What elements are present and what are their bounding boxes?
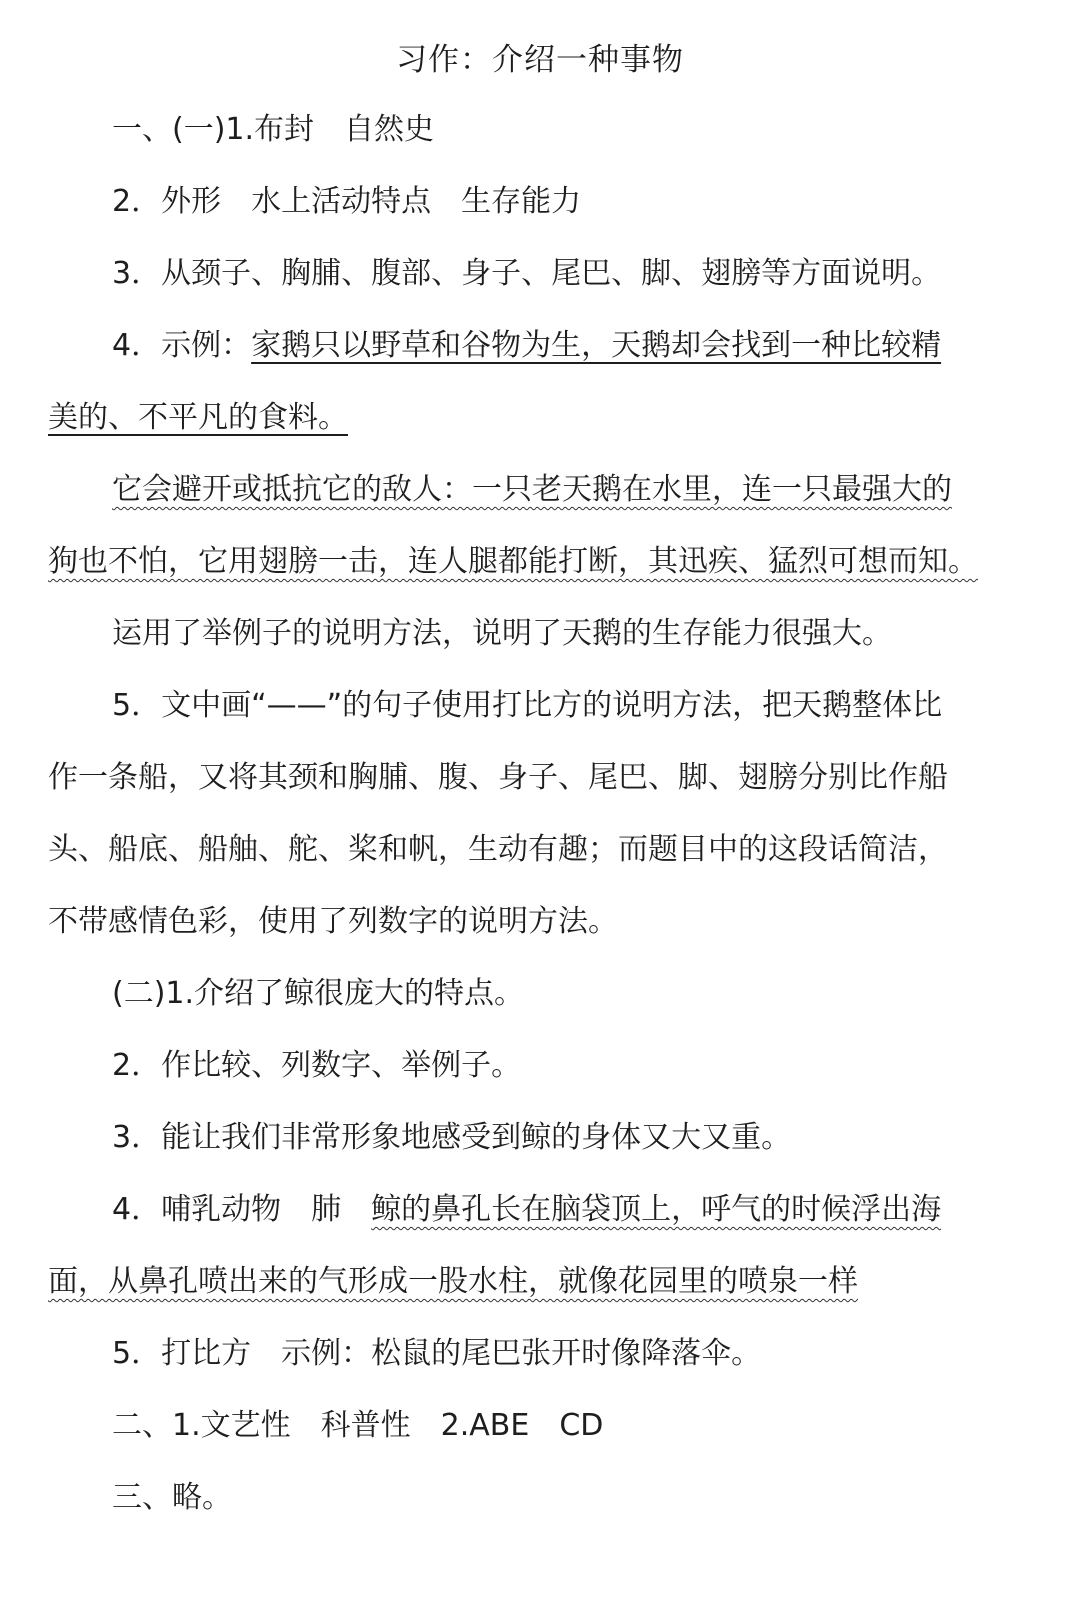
answer-line-10: 作一条船，又将其颈和胸脯、腹、身子、尾巴、脚、翅膀分别比作船 <box>48 760 948 795</box>
answer-text: 二、1.文艺性 <box>112 1408 291 1443</box>
answer-line-15: 3．能让我们非常形象地感受到鲸的身体又大又重。 <box>112 1120 792 1155</box>
answer-text: 4．哺乳动物 <box>112 1192 282 1227</box>
answer-text: 4．示例： <box>112 328 252 363</box>
answer-line-4 <box>112 324 1080 368</box>
answer-text: 自然史 <box>344 112 435 147</box>
answer-line-8: 运用了举例子的说明方法，说明了天鹅的生存能力很强大。 <box>112 616 892 651</box>
answer-text: 示例：松鼠的尾巴张开时像降落伞。 <box>281 1336 762 1371</box>
answer-line-1 <box>112 108 1080 152</box>
answer-text: 一、(一)1.布封 <box>112 112 315 147</box>
answer-line-6 <box>112 468 1080 512</box>
answer-line-16 <box>112 1188 1080 1232</box>
answer-line-2 <box>112 180 1080 224</box>
answer-text: 肺 <box>311 1192 342 1227</box>
underlined-answer: 美的、不平凡的食料。 <box>48 400 348 435</box>
answer-line-19 <box>112 1404 1080 1448</box>
answer-line-3: 3．从颈子、胸脯、腹部、身子、尾巴、脚、翅膀等方面说明。 <box>112 256 942 291</box>
answer-line-7 <box>48 540 1038 584</box>
answer-text: CD <box>559 1408 604 1443</box>
wavy-underlined-answer: 面，从鼻孔喷出来的气形成一股水柱，就像花园里的喷泉一样 <box>48 1264 858 1299</box>
wavy-underlined-answer: 它会避开或抵抗它的敌人：一只老天鹅在水里，连一只最强大的 <box>112 472 952 507</box>
answer-text: 5．打比方 <box>112 1336 252 1371</box>
answer-line-18 <box>112 1332 1080 1376</box>
underlined-answer: 家鹅只以野草和谷物为生，天鹅却会找到一种比较精 <box>251 328 942 363</box>
answer-text: 生存能力 <box>461 184 582 219</box>
answer-line-9: 5．文中画“——”的句子使用打比方的说明方法，把天鹅整体比 <box>112 688 943 723</box>
wavy-underlined-answer: 鲸的鼻孔长在脑袋顶上，呼气的时候浮出海 <box>371 1192 942 1227</box>
answer-line-11: 头、船底、船舳、舵、桨和帆，生动有趣；而题目中的这段话简洁， <box>48 832 948 867</box>
answer-line-17 <box>48 1260 1038 1304</box>
answer-text: 2．外形 <box>112 184 222 219</box>
answer-line-13: (二)1.介绍了鲸很庞大的特点。 <box>112 976 525 1011</box>
answer-line-12: 不带感情色彩，使用了列数字的说明方法。 <box>48 904 618 939</box>
answer-line-5 <box>48 396 1038 440</box>
wavy-underlined-answer: 狗也不怕，它用翅膀一击，连人腿都能打断，其迅疾、猛烈可想而知。 <box>48 544 978 579</box>
answer-line-20: 三、略。 <box>112 1480 232 1515</box>
answer-text: 水上活动特点 <box>251 184 432 219</box>
page-title: 习作：介绍一种事物 <box>396 42 684 78</box>
answer-text: 科普性 <box>320 1408 411 1443</box>
answer-text: 2.ABE <box>440 1408 530 1443</box>
answer-line-14: 2．作比较、列数字、举例子。 <box>112 1048 522 1083</box>
